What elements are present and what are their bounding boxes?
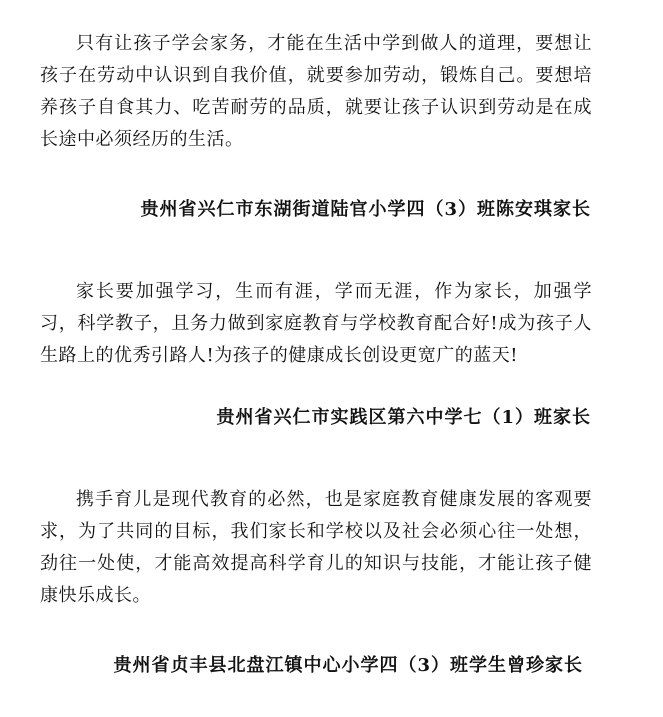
paragraph-2: 家长要加强学习，生而有涯，学而无涯，作为家长，加强学习，科学教子，且务力做到家庭教育与学校教育配合好!成为孩子人生路上的优秀引路人!为孩子的健康成长创设更宽广的蓝天!: [40, 281, 592, 366]
signature-3: 贵州省贞丰县北盘江镇中心小学四（3）班学生曾珍家长: [113, 655, 583, 676]
signature-1: 贵州省兴仁市东湖街道陆官小学四（3）班陈安琪家长: [140, 199, 591, 220]
signature-2: 贵州省兴仁市实践区第六中学七（1）班家长: [216, 407, 591, 428]
paragraph-1: 只有让孩子学会家务，才能在生活中学到做人的道理，要想让孩子在劳动中认识到自我价值，就要参加劳动，锻炼自己。要想培养孩子自食其力、吃苦耐劳的品质，就要让孩子认识到劳动是在成长途中必须经历的生活。: [40, 33, 592, 150]
paragraph-3: 携手育儿是现代教育的必然，也是家庭教育健康发展的客观要求，为了共同的目标，我们家长和学校以及社会必须心往一处想，劲往一处使，才能高效提高科学育儿的知识与技能，才能让孩子健康快乐成长。: [40, 489, 592, 606]
